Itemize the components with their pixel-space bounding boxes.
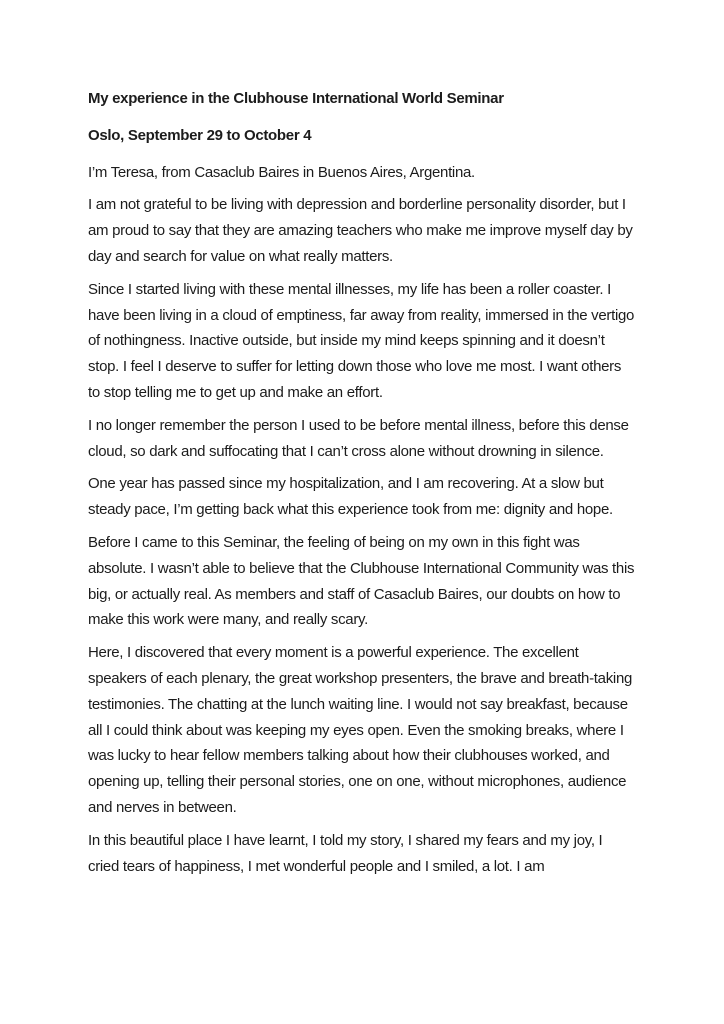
document-subtitle: Oslo, September 29 to October 4 [88,126,312,144]
document-paragraph: I no longer remember the person I used to be before mental illness, before this dense cloud, so dark and suffocating that I can’t cross alone without drowning in silence. [88,416,629,460]
document-body [88,160,636,880]
document-paragraph: I’m Teresa, from Casaclub Baires in Buenos Aires, Argentina. [88,163,475,181]
document-paragraph: Before I came to this Seminar, the feeling of being on my own in this fight was absolute. I wasn’t able to believe that the Clubhouse International Community was this big, or actually real. As members and staff of Casaclub Baires, our doubts on how to make this work were many, and really scary. [88,533,635,629]
document-paragraph: Since I started living with these mental illnesses, my life has been a roller coaster. I have been living in a cloud of emptiness, far away from reality, immersed in the vertigo of nothingness. Inactive outside, but inside my mind keeps spinning and it doesn’t stop. I feel I deserve to suffer for letting down those who love me most. I want others to stop telling me to get up and make an effort. [88,280,635,401]
document-title: My experience in the Clubhouse International World Seminar [88,90,504,107]
document-paragraph: I am not grateful to be living with depression and borderline personality disorder, but I am proud to say that they are amazing teachers who make me improve myself day by day and search for value on what really matters. [88,196,633,265]
document-paragraph: One year has passed since my hospitalization, and I am recovering. At a slow but steady pace, I’m getting back what this experience took from me: dignity and hope. [88,475,613,519]
document-paragraph: In this beautiful place I have learnt, I told my story, I shared my fears and my joy, I cried tears of happiness, I met wonderful people and I smiled, a lot. I am [88,831,603,875]
document-paragraph: Here, I discovered that every moment is a powerful experience. The excellent speakers of each plenary, the great workshop presenters, the brave and breath-taking testimonies. The chatting at the lunch waiting line. I would not say breakfast, because all I could think about was keeping my eyes open. Even the smoking breaks, where I was lucky to hear fellow members talking about how their clubhouses worked, and opening up, telling their personal stories, one on one, without microphones, audience and nerves in between. [88,644,633,816]
